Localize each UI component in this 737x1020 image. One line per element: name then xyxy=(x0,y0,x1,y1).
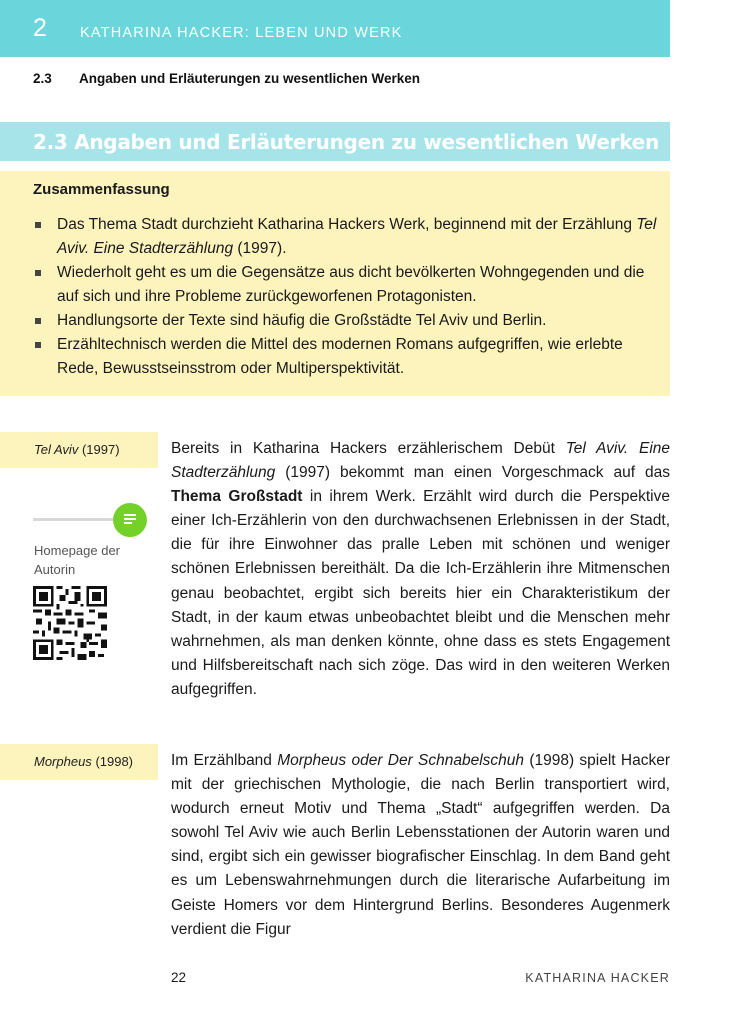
margin-note-year: (1998) xyxy=(95,754,134,769)
emphasis-term: Thema Großstadt xyxy=(171,488,303,506)
chapter-number: 2 xyxy=(33,14,47,42)
body-paragraph-tel-aviv xyxy=(171,437,670,702)
summary-bullet-text: (1997). xyxy=(233,240,287,257)
work-title: Tel Aviv. Eine Stadterzählung xyxy=(171,440,670,482)
bullet-square-icon xyxy=(35,270,41,276)
chapter-title: KATHARINA HACKER: LEBEN UND WERK xyxy=(80,25,403,41)
summary-bullet xyxy=(33,261,663,309)
body-text-run: Im Erzählband xyxy=(171,752,278,769)
list-lines-icon xyxy=(124,514,136,526)
summary-bullet xyxy=(33,213,663,261)
summary-bullet xyxy=(33,309,663,333)
body-paragraph-morpheus xyxy=(171,749,670,942)
section-title: 2.3 Angaben und Erläuterungen zu wesentlichen Werken xyxy=(33,130,659,154)
margin-note-title: Morpheus xyxy=(34,754,92,769)
margin-note-tel-aviv-label xyxy=(34,442,120,457)
bullet-square-icon xyxy=(35,318,41,324)
bullet-square-icon xyxy=(35,342,41,348)
work-title: Morpheus oder Der Schnabelschuh xyxy=(277,752,525,769)
body-text-run: (1997) bekommt man einen Vorgeschmack auf das xyxy=(275,464,670,482)
margin-note-morpheus-label xyxy=(34,754,133,769)
bullet-square-icon xyxy=(35,222,41,228)
qr-code-icon[interactable] xyxy=(33,586,107,660)
body-text-run: (1998) spielt Hacker mit der griechischen Mythologie, die nach Berlin transportiert wird, wodurch erneut Motiv und Thema „Stadt“ aufgegriffen werden. Da sowohl Tel Aviv wie auch Berlin Lebensstationen der Autorin waren und sind, ergibt sich ein gewisser biografischer Einschlag. In dem Band geht es um Lebenswahrnehmungen durch die literarische Aufarbeitung im Geiste Homers vor dem Hintergrund Berlins. Besonderes Augenmerk verdient die Figur xyxy=(171,752,670,938)
page-number: 22 xyxy=(171,970,187,985)
summary-list xyxy=(33,213,663,381)
homepage-label: Homepage der Autorin xyxy=(34,543,120,577)
summary-bullet-text: Handlungsorte der Texte sind häufig die Großstädte Tel Aviv und Berlin. xyxy=(57,312,547,329)
running-footer-author: KATHARINA HACKER xyxy=(525,971,670,985)
margin-note-title: Tel Aviv xyxy=(34,442,79,457)
body-text-run: Bereits in Katharina Hackers erzählerischem Debüt xyxy=(171,440,566,457)
body-text-run: in ihrem Werk. Erzählt wird durch die Perspektive einer Ich-Erzählerin von den durchwachsenen Erlebnissen in der Stadt, die für ihre Einwohner das pralle Leben mit schönen und weniger schönen Erlebnissen bereithält. Da die Ich-Erzählerin ihre Mitmenschen genau beobachtet, ergibt sich bereits hier ein Charakteristikum der Stadt, in der kaum etwas unbeobachtet bleibt und die Menschen mehr wahrnehmen, als man denken könnte, ohne dass es stets Engagement und Hilfsbereitschaft nach sich zöge. Das wird in den weiteren Werken aufgegriffen. xyxy=(171,488,670,698)
slider-track xyxy=(33,518,123,521)
subsection-number: 2.3 xyxy=(33,71,52,86)
margin-note-year: (1997) xyxy=(81,442,120,457)
summary-bullet-text: Das Thema Stadt durchzieht Katharina Hackers Werk, beginnend mit der Erzählung xyxy=(57,216,637,233)
subsection-title: Angaben und Erläuterungen zu wesentlichen Werken xyxy=(79,71,421,86)
summary-bullet-text: Wiederholt geht es um die Gegensätze aus dicht bevölkerten Wohngegenden und die auf sich und ihre Probleme zurückgeworfenen Protagonisten. xyxy=(57,264,645,305)
summary-bullet-title: Tel Aviv. Eine Stadterzählung xyxy=(57,216,657,257)
summary-heading: Zusammenfassung xyxy=(33,181,170,198)
summary-bullet-text: Erzähltechnisch werden die Mittel des modernen Romans aufgegriffen, wie erlebte Rede, Bewusstseinsstrom oder Multiperspektivität. xyxy=(57,336,623,377)
homepage-slider-knob[interactable] xyxy=(113,503,147,537)
summary-bullet xyxy=(33,333,663,381)
